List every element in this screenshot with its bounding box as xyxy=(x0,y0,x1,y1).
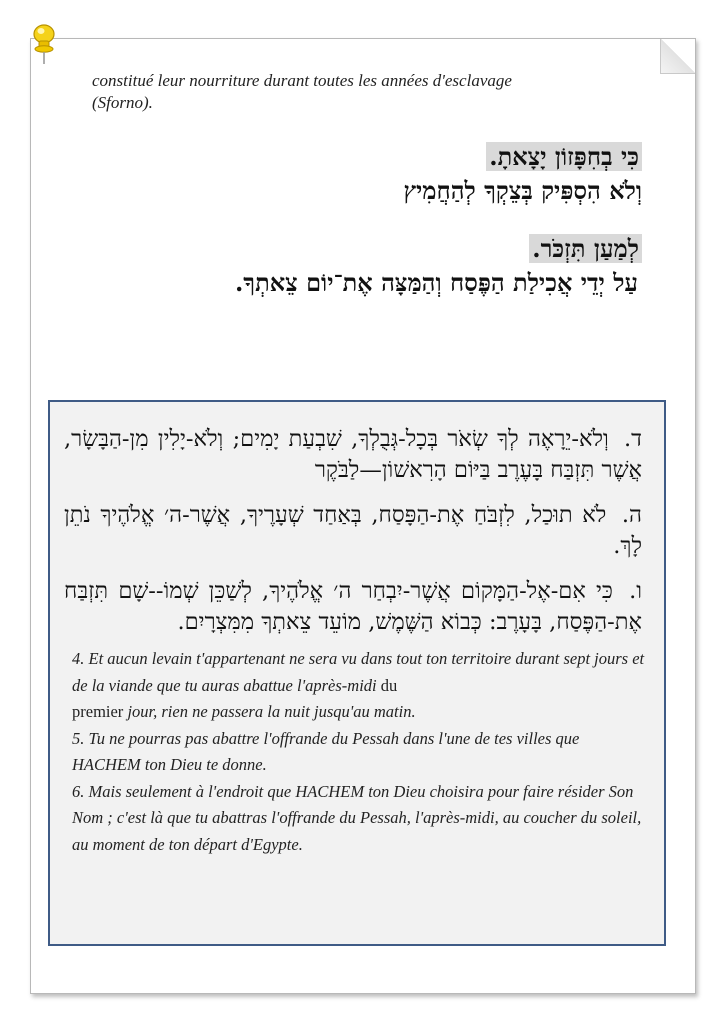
verse-number: ו. xyxy=(629,578,642,604)
translation-verse-4: 4. Et aucun levain t'appartenant ne sera vu dans tout ton territoire durant sept jours et de la viande que tu auras abattue l'après-midi du premier jour, rien ne passera la nuit jusqu'au matin. xyxy=(72,649,645,721)
french-translation xyxy=(72,646,650,858)
translation-verse-6: 6. Mais seulement à l'endroit que HACHEM ton Dieu choisira pour faire résider Son Nom ; c'est là que tu abattras l'offrande du Pessah, l'après-midi, au coucher du soleil, au moment de ton départ d'Egypte. xyxy=(72,781,642,854)
intro-line-2: (Sforno). xyxy=(92,93,153,112)
hebrew-verse-6 xyxy=(64,576,642,638)
hebrew-verse-4 xyxy=(64,424,642,486)
hebrew-heading-1: כִּי בְחִפָּזוֹן יָצָאתָ. xyxy=(486,142,642,171)
page-fold-icon xyxy=(660,39,695,74)
hebrew-text-1: וְלֹא הִסְפִּיק בְּצֵקְךָ לְהַחֲמִיץ xyxy=(403,176,642,205)
pushpin-icon xyxy=(28,22,60,66)
hebrew-text-2: עַל יְדֵי אֲכִילַת הַפֶּסַח וְהַמַּצָּה אֶת־יוֹם צֵאתְךָ. xyxy=(234,268,638,297)
translation-verse-5: 5. Tu ne pourras pas abattre l'offrande du Pessah dans l'une de tes villes que HACHEM ton Dieu te donne. xyxy=(72,728,580,774)
intro-line-1: constitué leur nourriture durant toutes les années d'esclavage xyxy=(92,71,512,90)
hebrew-heading-2: לְמַעַן תִּזְכֹּר. xyxy=(529,234,642,263)
verse-number: ד. xyxy=(624,426,643,452)
intro-commentary xyxy=(92,70,652,114)
hebrew-commentary-2 xyxy=(235,232,642,300)
verse-number: ה. xyxy=(621,502,642,528)
hebrew-commentary-1 xyxy=(403,140,642,208)
verse-text: כִּי אִם-אֶל-הַמָּקוֹם אֲשֶׁר-יִבְחַר ה׳ אֱלֹהֶיךָ, לְשַׁכֵּן שְׁמוֹ--שָׁם תִּזְבַּח אֶת-הַפֶּסַח, בָּעָרֶב: כְּבוֹא הַשֶּׁמֶשׁ, מוֹעֵד צֵאתְךָ מִמִּצְרָיִם. xyxy=(64,578,642,635)
verse-box xyxy=(48,400,666,946)
verse-text: לֹא תוּכַל, לִזְבֹּחַ אֶת-הַפָּסַח, בְּאַחַד שְׁעָרֶיךָ, אֲשֶׁר-ה׳ אֱלֹהֶיךָ נֹתֵן לָךְ. xyxy=(64,502,642,559)
verse-text: וְלֹא-יֵרָאֶה לְךָ שְׂאֹר בְּכָל-גְּבֻלְךָ, שִׁבְעַת יָמִים; וְלֹא-יָלִין מִן-הַבָּשָׂר, אֲשֶׁר תִּזְבַּח בָּעֶרֶב בַּיּוֹם הָרִאשׁוֹן—לַבֹּקֶר xyxy=(64,426,642,483)
hebrew-verse-5 xyxy=(64,500,642,562)
